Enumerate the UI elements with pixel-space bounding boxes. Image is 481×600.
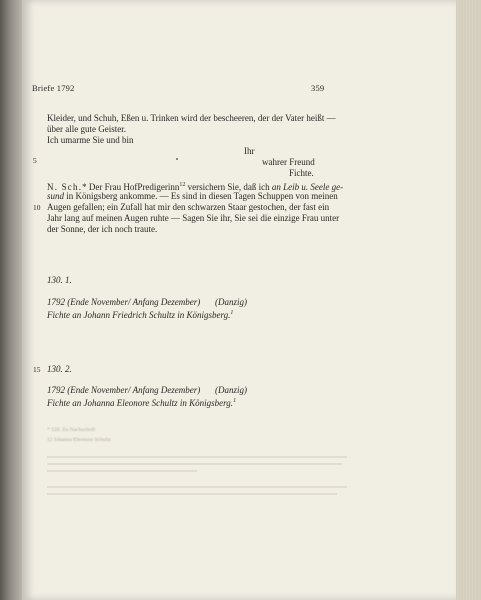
footnote-faded: 12 Johanna Eleonore Schultz [47, 437, 111, 443]
bleed-through-line [47, 470, 197, 472]
text-line: Jahr lang auf meinen Augen ruhte — Sagen Sie ihr, Sie sei die einzige Frau unter [47, 213, 340, 223]
footnote-ref: 12 [179, 182, 186, 188]
closing-ihr: Ihr [244, 146, 255, 156]
text-line: über alle gute Geister. [47, 124, 126, 134]
text-line: Augen gefallen; ein Zufall hat mir den schwarzen Staar gestochen, der fast ein [47, 202, 330, 212]
ns-emphasis: sund [47, 191, 65, 201]
footnote-ref: 1 [233, 398, 237, 404]
text-line: der Sonne, der ich noch traute. [47, 224, 158, 234]
text-line: Ich umarme Sie und bin [47, 135, 134, 145]
footnote-faded: * 120. Zu Nachschrift [47, 427, 96, 433]
entry-place: (Danzig) [215, 385, 247, 395]
line-number: 15 [33, 365, 41, 374]
ns-text: * Der Frau HofPredigerinn [82, 182, 180, 192]
ns-emphasis: an Leib u. Seele ge- [271, 182, 344, 192]
addressee-text: Fichte an Johann Friedrich Schultz in Königsberg. [47, 310, 231, 320]
closing-signature: Fichte. [289, 168, 314, 178]
page-edges [456, 0, 481, 600]
entry-addressee [47, 396, 236, 408]
ink-mark [176, 158, 178, 160]
closing-freund: wahrer Freund [262, 157, 315, 167]
entry-place: (Danzig) [215, 297, 247, 307]
running-header: Briefe 1792 [32, 83, 75, 93]
book-gutter [0, 0, 22, 600]
entry-number: 130. 1. [47, 275, 72, 285]
ns-text: in Königsberg ankomme. — Es sind in diesen Tagen Schuppen von meinen [64, 191, 338, 201]
line-number: 5 [33, 156, 37, 165]
bleed-through-line [47, 493, 337, 495]
entry-number: 130. 2. [47, 364, 72, 374]
bleed-through-line [47, 486, 347, 488]
page-number: 359 [311, 83, 325, 93]
addressee-text: Fichte an Johanna Eleonore Schultz in Königsberg. [47, 398, 234, 408]
bleed-through-line [47, 463, 342, 465]
line-number: 10 [33, 203, 41, 212]
ns-label: N. Sch. [47, 182, 83, 192]
entry-date: 1792 (Ende November/ Anfang Dezember) [47, 385, 201, 395]
text-line: Kleider, und Schuh, Eßen u. Trinken wird der bescheeren, der der Vater heißt — [47, 113, 336, 123]
ns-text: versichern Sie, daß ich [185, 182, 272, 192]
footnote-ref: 1 [230, 310, 234, 316]
entry-addressee [47, 308, 233, 320]
entry-date: 1792 (Ende November/ Anfang Dezember) [47, 297, 201, 307]
text-line [47, 191, 338, 201]
bleed-through-line [47, 456, 347, 458]
